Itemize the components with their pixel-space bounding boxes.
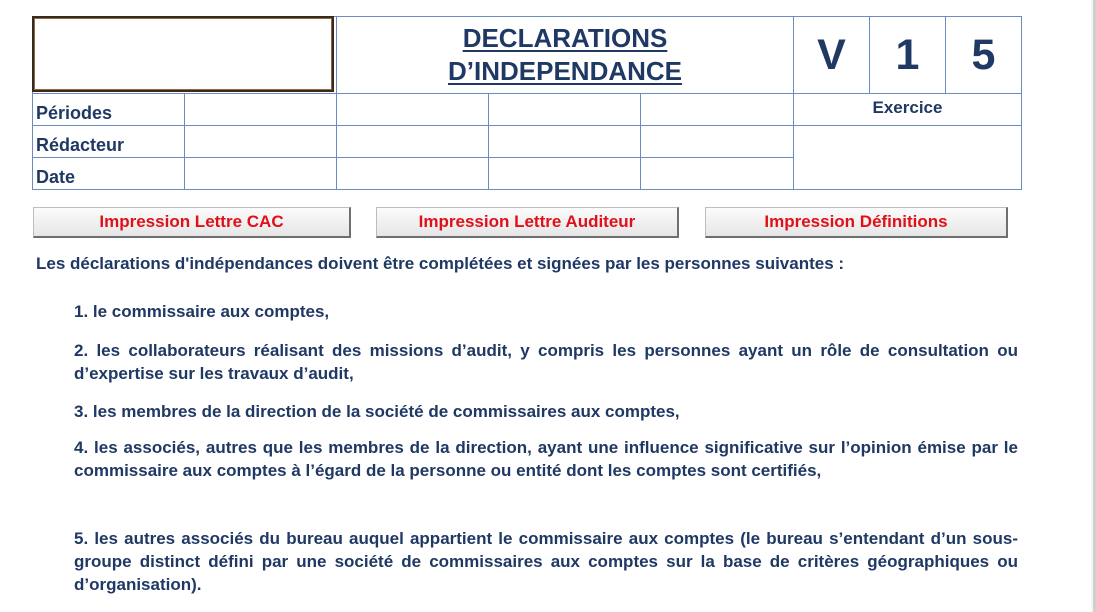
redacteur-cell-1[interactable] <box>185 126 336 157</box>
version-cell-minor: 5 <box>971 30 996 79</box>
exercice-value-cell[interactable] <box>794 126 1021 189</box>
version-cell-major: 1 <box>895 30 920 79</box>
print-lettre-auditeur-button[interactable]: Impression Lettre Auditeur <box>376 207 679 238</box>
title-line-1: DECLARATIONS <box>462 23 668 53</box>
selected-cell[interactable] <box>32 16 334 92</box>
date-cell-3[interactable] <box>489 158 640 189</box>
redacteur-cell-4[interactable] <box>641 126 793 157</box>
list-item: 2. les collaborateurs réalisant des missions d’audit, y compris les personnes ayant un rôle de consultation ou d’expertise sur les travaux d’audit, <box>74 341 1018 383</box>
version-cell-letter: V <box>817 30 846 79</box>
title-line-2: D’INDEPENDANCE <box>447 56 683 86</box>
list-item: 4. les associés, autres que les membres de la direction, ayant une influence significative sur l’opinion émise par le commissaire aux comptes à l’égard de la personne ou entité dont les comptes sont certifiés, <box>74 438 1018 480</box>
row-label-periodes: Périodes <box>36 103 113 123</box>
list-item: 5. les autres associés du bureau auquel appartient le commissaire aux comptes (le bureau s’entendant d’un sous-groupe distinct défini par une société de commissaires aux comptes sur la base de critères géographiques ou d’organisation). <box>74 529 1018 594</box>
date-cell-4[interactable] <box>641 158 793 189</box>
periodes-cell-3[interactable] <box>489 94 640 125</box>
periodes-cell-1[interactable] <box>185 94 336 125</box>
periodes-cell-4[interactable] <box>641 94 793 125</box>
row-label-redacteur: Rédacteur <box>36 135 125 155</box>
print-definitions-button[interactable]: Impression Définitions <box>705 207 1008 238</box>
grid-line <box>1021 16 1022 190</box>
date-cell-1[interactable] <box>185 158 336 189</box>
print-lettre-cac-button[interactable]: Impression Lettre CAC <box>33 207 351 238</box>
row-label-date: Date <box>36 167 76 187</box>
periodes-cell-2[interactable] <box>337 94 488 125</box>
intro-text: Les déclarations d'indépendances doivent être complétées et signées par les personnes suivantes : <box>36 254 845 273</box>
exercice-label: Exercice <box>872 98 943 117</box>
page-title <box>337 22 793 88</box>
list-item: 1. le commissaire aux comptes, <box>74 302 330 321</box>
list-item: 3. les membres de la direction de la société de commissaires aux comptes, <box>74 402 680 421</box>
redacteur-cell-2[interactable] <box>337 126 488 157</box>
grid-line <box>32 189 1022 190</box>
date-cell-2[interactable] <box>337 158 488 189</box>
redacteur-cell-3[interactable] <box>489 126 640 157</box>
